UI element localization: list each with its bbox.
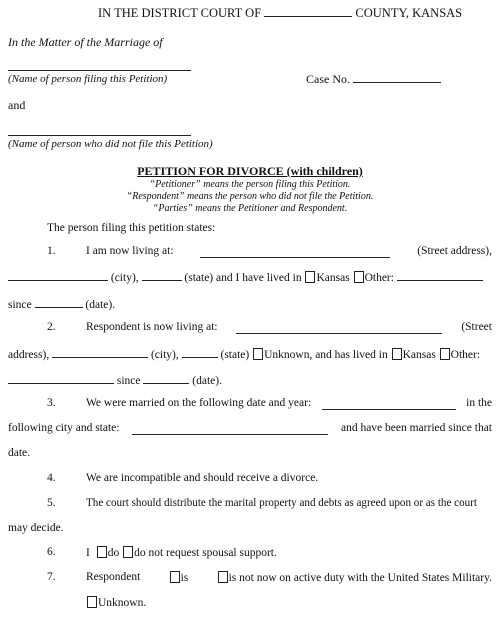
item-3-text-b: in the xyxy=(466,397,492,409)
item-2-unknown-checkbox[interactable] xyxy=(253,348,263,360)
court-heading-left: IN THE DISTRICT COURT OF xyxy=(98,6,262,20)
intro-text: The person filing this petition states: xyxy=(47,222,216,234)
item-2-kansas-checkbox[interactable] xyxy=(392,348,402,360)
item-7-is-label: is xyxy=(180,572,189,584)
item-1-kansas-label: Kansas xyxy=(316,272,350,284)
item-2-city-blank[interactable] xyxy=(52,347,148,358)
item-1-line-3 xyxy=(8,297,115,311)
item-2-unknown-label: Unknown, and has lived in xyxy=(264,349,388,361)
item-5-text-b: may decide. xyxy=(8,522,64,534)
petitioner-caption: (Name of person filing this Petition) xyxy=(8,73,168,85)
item-7-line-1 xyxy=(86,571,492,584)
item-6-number: 6. xyxy=(47,546,56,558)
case-number-label: Case No. xyxy=(306,72,350,86)
item-2-date-label: (date). xyxy=(192,375,222,387)
item-4-text: We are incompatible and should receive a divorce. xyxy=(86,472,319,484)
item-1-text-b: (Street address), xyxy=(417,245,492,257)
item-1-text-d: (state) and I have lived in xyxy=(184,272,302,284)
item-6-do-not-label: do not request spousal support. xyxy=(134,547,277,559)
item-7-is-not-checkbox[interactable] xyxy=(218,571,228,583)
item-2-line-2 xyxy=(8,347,480,361)
matter-heading: In the Matter of the Marriage of xyxy=(8,35,163,49)
petition-title-block xyxy=(100,164,400,215)
item-6-line xyxy=(86,546,277,559)
court-heading-right: COUNTY, KANSAS xyxy=(355,6,463,20)
item-2-address-label: address), xyxy=(8,349,50,361)
item-2-state-blank[interactable] xyxy=(182,347,218,358)
item-7-text-b: is not now on active duty with the United States Military. xyxy=(228,572,492,584)
item-7-is-checkbox[interactable] xyxy=(170,571,180,583)
item-1-city-blank[interactable] xyxy=(8,270,108,281)
item-1-street-blank[interactable] xyxy=(200,247,390,258)
definition-respondent: “Respondent” means the person who did not file the Petition. xyxy=(126,191,374,202)
item-3-text-a: We were married on the following date and year: xyxy=(86,397,312,409)
item-1-text-c: (city), xyxy=(110,272,139,284)
item-1-since-label: since xyxy=(8,299,32,311)
item-1-kansas-checkbox[interactable] xyxy=(305,271,315,283)
item-7-unknown-checkbox[interactable] xyxy=(87,596,97,608)
item-2-kansas-label: Kansas xyxy=(402,349,436,361)
item-2-other-label: Other: xyxy=(450,349,481,361)
respondent-caption: (Name of person who did not file this Petition) xyxy=(8,138,213,150)
petition-title: PETITION FOR DIVORCE (with children) xyxy=(137,164,363,178)
item-1-other-checkbox[interactable] xyxy=(354,271,364,283)
county-blank[interactable] xyxy=(264,6,352,17)
item-2-city-label: (city), xyxy=(150,349,179,361)
item-2-text-b: (Street xyxy=(461,321,492,333)
item-2-line-3 xyxy=(8,373,222,387)
item-2-since-blank[interactable] xyxy=(143,373,189,384)
item-1-state-blank[interactable] xyxy=(142,270,182,281)
court-heading xyxy=(98,6,462,21)
item-2-line-1 xyxy=(86,321,492,334)
item-1-line-2 xyxy=(8,270,483,284)
item-1-other-blank[interactable] xyxy=(397,270,483,281)
item-2-other-checkbox[interactable] xyxy=(440,348,450,360)
item-2-text-a: Respondent is now living at: xyxy=(86,321,218,333)
item-3-line-1 xyxy=(86,397,492,410)
item-3-place-blank[interactable] xyxy=(132,424,328,435)
item-1-other-label: Other: xyxy=(364,272,394,284)
case-number xyxy=(306,72,441,87)
definition-petitioner: “Petitioner” means the person filing this Petition. xyxy=(149,179,351,190)
item-3-line-2 xyxy=(8,422,492,435)
item-1-line-1 xyxy=(86,245,492,258)
item-1-text-a: I am now living at: xyxy=(86,245,174,257)
item-3-text-c: following city and state: xyxy=(8,422,120,434)
item-7-line-2 xyxy=(86,596,146,609)
item-7-text-a: Respondent xyxy=(86,571,141,583)
and-label: and xyxy=(8,98,26,112)
item-3-text-d: and have been married since that xyxy=(340,422,492,434)
item-6-text-a: I xyxy=(86,547,90,559)
item-1-number: 1. xyxy=(47,245,56,257)
item-7-unknown-label: Unknown. xyxy=(98,597,147,609)
case-number-blank[interactable] xyxy=(353,72,441,83)
item-1-date-label: (date). xyxy=(85,299,116,311)
item-3-date-blank[interactable] xyxy=(322,399,456,410)
item-2-since-label: since xyxy=(116,375,141,387)
item-4-number: 4. xyxy=(47,472,56,484)
item-5-text-a: The court should distribute the marital property and debts as agreed upon or as the court xyxy=(86,497,477,509)
item-3-text-e: date. xyxy=(8,447,31,459)
item-3-number: 3. xyxy=(47,397,56,409)
item-7-number: 7. xyxy=(47,571,56,583)
item-6-do-label: do xyxy=(107,547,120,559)
item-6-do-checkbox[interactable] xyxy=(97,546,107,558)
definition-parties: “Parties” means the Petitioner and Respondent. xyxy=(152,203,348,214)
item-1-since-blank[interactable] xyxy=(35,297,83,308)
item-2-number: 2. xyxy=(47,321,56,333)
item-5-number: 5. xyxy=(47,497,56,509)
item-6-do-not-checkbox[interactable] xyxy=(123,546,133,558)
item-2-street-blank[interactable] xyxy=(236,323,442,334)
petitioner-name-line[interactable] xyxy=(8,70,191,71)
item-2-state-label: (state) xyxy=(220,349,250,361)
respondent-name-line[interactable] xyxy=(8,135,191,136)
item-2-other-blank[interactable] xyxy=(8,373,114,384)
